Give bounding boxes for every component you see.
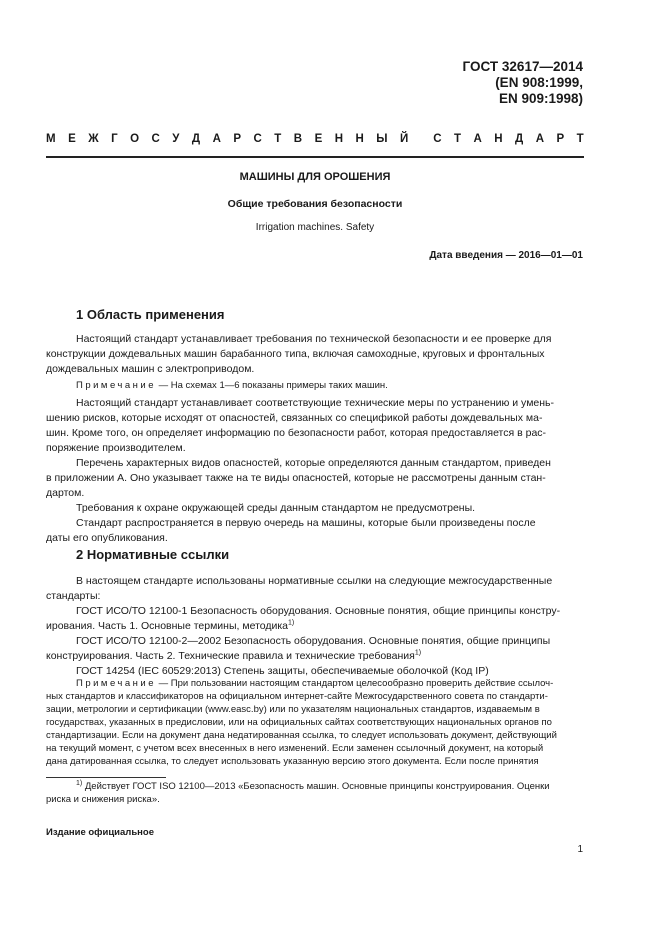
text-line: стандарты:: [46, 590, 101, 602]
english-title: Irrigation machines. Safety: [255, 222, 375, 233]
note-line: ных стандартов и классификаторов на официальном интернет-сайте Межгосударственного совета по стандарти-: [46, 691, 548, 702]
banner-letter: С: [151, 133, 160, 145]
page-number: 1: [577, 844, 583, 855]
text-line: в приложении А. Оно указывает также на те виды опасностей, которые не рассмотрены данным стан-: [46, 472, 546, 484]
banner-letter: Т: [576, 133, 584, 145]
text-line: Настоящий стандарт устанавливает требования по технической безопасности и ее проверке для: [76, 333, 552, 345]
text-line: поряжение производителем.: [46, 442, 186, 454]
footnote: [46, 780, 584, 806]
banner-letter: Т: [453, 133, 462, 145]
text-line: даты его опубликования.: [46, 532, 168, 544]
banner-letter: Н: [355, 133, 364, 145]
banner-letter: А: [212, 133, 221, 145]
banner-letter: А: [473, 133, 482, 145]
footnote-marker: 1): [76, 779, 83, 787]
banner-letter: Н: [494, 133, 503, 145]
text-line: Перечень характерных видов опасностей, которые определяются данным стандартом, приведен: [76, 457, 551, 469]
reference-line: ирования. Часть 1. Основные термины, методика: [46, 620, 289, 632]
document-subtitle: Общие требования безопасности: [227, 198, 403, 210]
footnote-separator: [46, 777, 166, 778]
note-line: государствах, указанных в предисловии, или на официальных сайтах соответствующих национальных органов по: [46, 717, 552, 728]
banner-letter: Е: [68, 133, 76, 145]
banner-letter: Р: [556, 133, 565, 145]
designation-line: ГОСТ 32617—2014: [462, 59, 583, 74]
references-note: [46, 677, 584, 768]
document-title: МАШИНЫ ДЛЯ ОРОШЕНИЯ: [239, 171, 391, 183]
text-line: Требования к охране окружающей среды данным стандартом не предусмотрены.: [76, 502, 476, 514]
note-line: зации, метрологии и сертификации (www.easc.by) или по указателям национальных стандартов, издаваемым в: [46, 704, 540, 715]
reference-line: ГОСТ ИСО/ТО 12100-1 Безопасность оборудования. Основные понятия, общие принципы констру-: [76, 605, 561, 617]
banner-letter: Г: [111, 133, 118, 145]
note-label: Примечание: [76, 380, 156, 391]
scope-note: [46, 379, 584, 392]
banner-letter: Д: [515, 133, 524, 145]
footnote-text: риска и снижения риска».: [46, 794, 160, 805]
banner-letter: Ж: [88, 133, 99, 145]
introduction-date: Дата введения — 2016—01—01: [429, 250, 583, 261]
note-line: на текущий момент, с учетом всех внесенных в него изменений. Если заменен ссылочный документ, на который: [46, 743, 544, 754]
banner-letter: В: [293, 133, 303, 145]
banner-letter: Д: [191, 133, 201, 145]
reference-line: ГОСТ 14254 (IEC 60529:2013) Степень защиты, обеспечиваемые оболочкой (Код IP): [76, 665, 489, 677]
footnote-text: Действует ГОСТ ISO 12100—2013 «Безопасность машин. Основные принципы конструирования. Оценки: [82, 781, 550, 792]
footnote-marker: 1): [288, 619, 295, 627]
reference-line: ГОСТ ИСО/ТО 12100-2—2002 Безопасность оборудования. Основные понятия, общие принципы: [76, 635, 551, 647]
references-block: [46, 574, 584, 679]
banner-letter: М: [46, 133, 56, 145]
footnote-marker: 1): [414, 649, 422, 657]
text-line: дождевальных машин с электроприводом.: [46, 363, 255, 375]
banner-letter: С: [253, 133, 262, 145]
banner-letter: С: [433, 133, 442, 145]
note-line: дана датированная ссылка, то следует использовать указанную версию этого документа. Если после принятия: [46, 756, 539, 767]
text-line: шению рисков, которые исходят от опасностей, связанных со спецификой работы дождевальных ма-: [46, 412, 543, 424]
text-line: конструкции дождевальных машин барабанного типа, включая самоходные, круговых и фронтальных: [46, 348, 545, 360]
banner-letter: У: [172, 133, 180, 145]
header-rule: [46, 156, 584, 158]
banner-letter: Й: [400, 133, 409, 145]
standard-designation: [463, 59, 583, 107]
designation-line: (EN 908:1999,: [495, 75, 583, 90]
banner-letter: О: [130, 133, 140, 145]
official-edition-label: Издание официальное: [46, 827, 154, 838]
section-heading-normative-references: 2 Нормативные ссылки: [76, 547, 230, 562]
banner-letter: Т: [274, 133, 282, 145]
banner-letter: А: [535, 133, 545, 145]
note-text: — При пользовании настоящим стандартом целесообразно проверить действие ссылоч-: [156, 678, 554, 689]
text-line: В настоящем стандарте использованы нормативные ссылки на следующие межгосударственные: [76, 575, 553, 587]
text-line: дартом.: [46, 487, 85, 499]
banner-letter: Н: [334, 133, 344, 145]
banner-letter: Р: [233, 133, 242, 145]
text-line: шин. Кроме того, он определяет информацию по безопасности работ, которая предоставляется в рас-: [46, 427, 547, 439]
text-line: Стандарт распространяется в первую очередь на машины, которые были произведены после: [76, 517, 536, 529]
interstate-standard-banner: [46, 133, 584, 149]
banner-letter: Е: [314, 133, 323, 145]
reference-line: конструирования. Часть 2. Технические правила и технические требования: [46, 650, 415, 662]
note-line: стандартизации. Если на документ дана недатированная ссылка, то следует использовать документ, действующий: [46, 730, 557, 741]
note-text: — На схемах 1—6 показаны примеры таких машин.: [156, 380, 388, 391]
text-line: Настоящий стандарт устанавливает соответствующие технические меры по устранению и умень-: [76, 397, 555, 409]
designation-line: EN 909:1998): [498, 91, 583, 106]
section-heading-scope: 1 Область применения: [76, 307, 225, 322]
scope-paragraph-1: [46, 332, 584, 377]
note-label: Примечание: [76, 678, 156, 689]
scope-paragraph-2: [46, 396, 584, 546]
banner-letter: Ы: [376, 133, 388, 145]
